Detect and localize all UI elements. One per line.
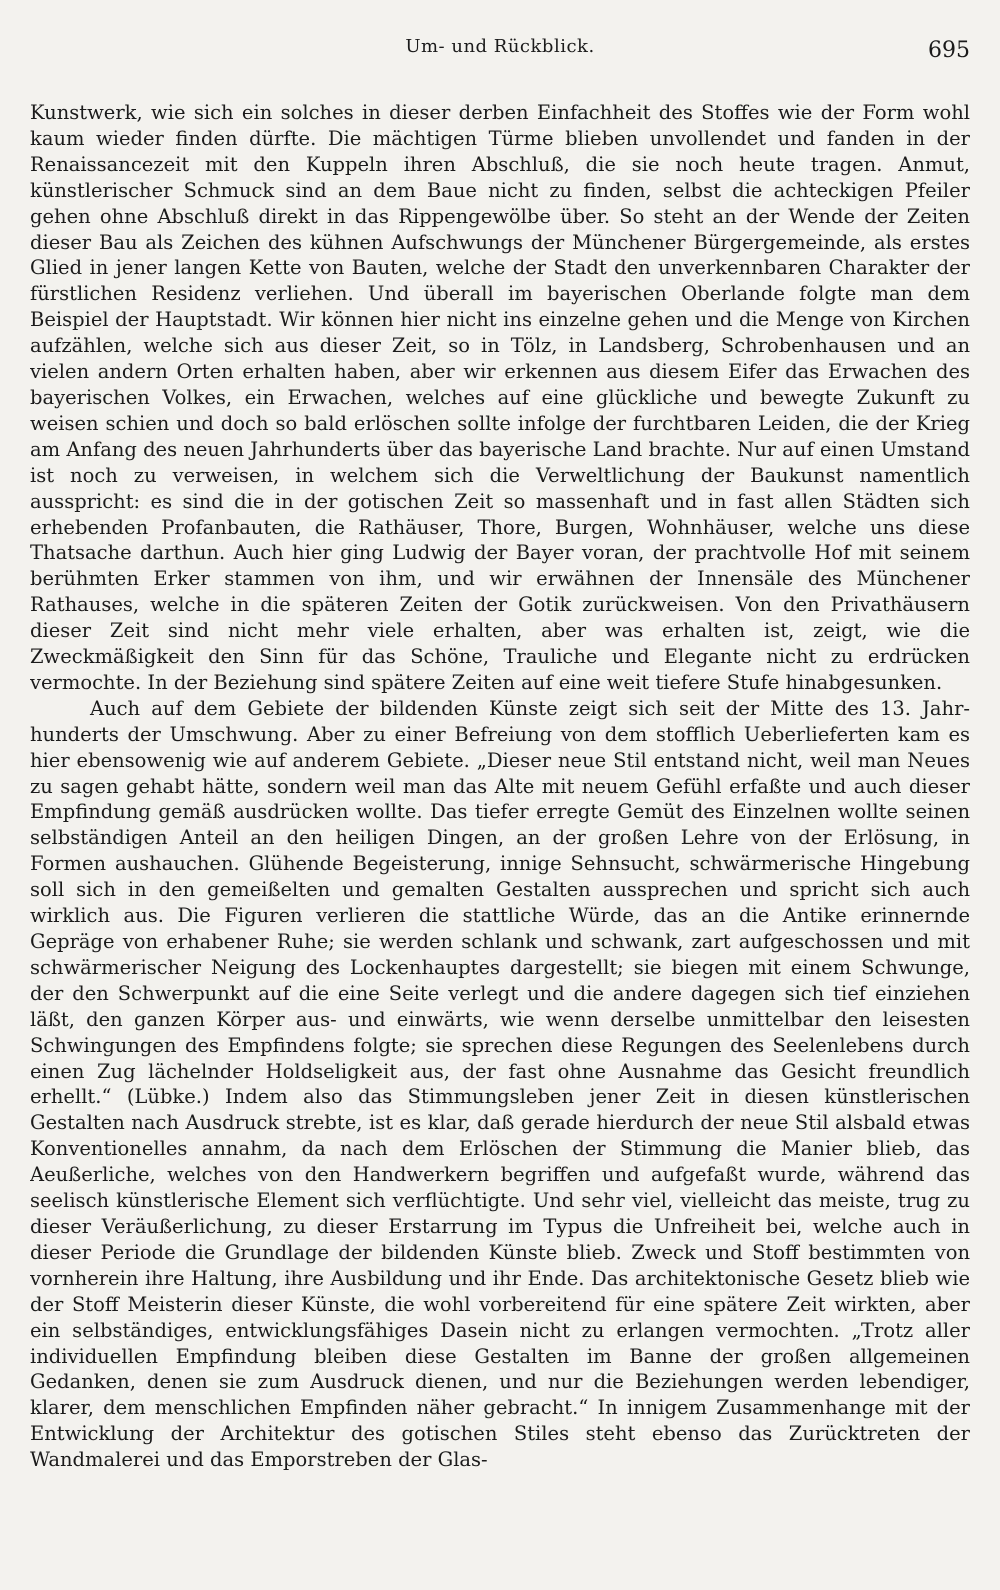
running-title: Um- und Rückblick. <box>405 36 595 57</box>
paragraph: Auch auf dem Gebiete der bildenden Künste zeigt sich seit der Mitte des 13. Jahrhunderts der Umschwung. Aber zu einer Befreiung von dem stofflich Ueberlieferten kam es hier ebensowenig wie auf anderem Gebiete. „Dieser neue Stil entstand nicht, weil man Neues zu sagen gehabt hätte, sondern weil man das Alte mit neuem Gefühl erfaßte und auch dieser Empfindung gemäß ausdrücken wollte. Das tiefer erregte Gemüt des Einzelnen wollte seinen selbständigen Anteil an den heiligen Dingen, an der großen Lehre von der Erlösung, in Formen aushauchen. Glühende Begeisterung, innige Sehnsucht, schwärmerische Hingebung soll sich in den gemeißelten und gemalten Gestalten aussprechen und spricht sich auch wirklich aus. Die Figuren verlieren die stattliche Würde, das an die Antike erinnernde Gepräge von erhabener Ruhe; sie werden schlank und schwank, zart aufgeschossen und mit schwärmerischer Neigung des Lockenhauptes dargestellt; sie biegen mit einem Schwunge, der den Schwerpunkt auf die eine Seite verlegt und die andere dagegen sich tief einziehen läßt, den ganzen Körper aus- und einwärts, wie wenn derselbe unmittelbar den leisesten Schwingungen des Empfindens folgte; sie sprechen diese Regungen des Seelenlebens durch einen Zug lächelnder Holdseligkeit aus, der fast ohne Ausnahme das Gesicht freundlich erhellt.“ (Lübke.) Indem also das Stimmungsleben jener Zeit in diesen künstlerischen Gestalten nach Ausdruck strebte, ist es klar, daß gerade hierdurch der neue Stil alsbald etwas Konventionelles annahm, da nach dem Erlöschen der Stimmung die Manier blieb, das Aeußerliche, welches von den Handwerkern begriffen und aufgefaßt wurde, während das seelisch künstlerische Element sich verflüchtigte. Und sehr viel, vielleicht das meiste, trug zu dieser Veräußerlichung, zu dieser Erstarrung im Typus die Unfreiheit bei, welche auch in dieser Periode die Grundlage der bildenden Künste blieb. Zweck und Stoff bestimmten von vornherein ihre Haltung, ihre Ausbildung und ihr Ende. Das architektonische Gesetz blieb wie der Stoff Meisterin dieser Künste, die wohl vorbereitend für eine spätere Zeit wirkten, aber ein selbständiges, entwicklungsfähiges Dasein nicht zu erlangen vermochten. „Trotz aller individuellen Empfindung bleiben diese Gestalten im Banne der großen allgemeinen Gedanken, denen sie zum Ausdruck dienen, und nur die Beziehungen werden lebendiger, klarer, dem menschlichen Empfinden näher gebracht.“ In innigem Zusammenhange mit der Entwicklung der Architektur des gotischen Stiles steht ebenso das Zurücktreten der Wandmalerei und das Emporstreben der Glas- <box>30 696 970 1472</box>
paragraph-continued: Kunstwerk, wie sich ein solches in dieser derben Einfachheit des Stoffes wie der Form wohl kaum wieder finden dürfte. Die mächtigen Türme blieben unvollendet und fanden in der Renaissancezeit mit den Kuppeln ihren Abschluß, die sie noch heute tragen. Anmut, künstlerischer Schmuck sind an dem Baue nicht zu finden, selbst die achteckigen Pfeiler gehen ohne Abschluß direkt in das Rippengewölbe über. So steht an der Wende der Zeiten dieser Bau als Zeichen des kühnen Aufschwungs der Münchener Bürgergemeinde, als erstes Glied in jener langen Kette von Bauten, welche der Stadt den unverkennbaren Charakter der fürstlichen Residenz verliehen. Und überall im bayerischen Oberlande folgte man dem Beispiel der Hauptstadt. Wir können hier nicht ins einzelne gehen und die Menge von Kirchen aufzählen, welche sich aus dieser Zeit, so in Tölz, in Landsberg, Schrobenhausen und an vielen andern Orten erhalten haben, aber wir erkennen aus diesem Eifer das Erwachen des bayerischen Volkes, ein Erwachen, welches auf eine glückliche und bewegte Zukunft zu weisen schien und doch so bald erlöschen sollte infolge der furchtbaren Leiden, die der Krieg am Anfang des neuen Jahrhunderts über das bayerische Land brachte. Nur auf einen Umstand ist noch zu verweisen, in welchem sich die Verweltlichung der Baukunst namentlich ausspricht: es sind die in der gotischen Zeit so massenhaft und in fast allen Städten sich erhebenden Profanbauten, die Rathäuser, Thore, Burgen, Wohnhäuser, welche uns diese Thatsache darthun. Auch hier ging Ludwig der Bayer voran, der prachtvolle Hof mit seinem berühmten Erker stammen von ihm, und wir erwähnen der Innensäle des Münchener Rathauses, welche in die späteren Zeiten der Gotik zurückweisen. Von den Privathäusern dieser Zeit sind nicht mehr viele erhalten, aber was erhalten ist, zeigt, wie die Zweckmäßigkeit den Sinn für das Schöne, Trauliche und Elegante nicht zu erdrücken vermochte. In der Beziehung sind spätere Zeiten auf eine weit tiefere Stufe hinabgesunken. <box>30 101 970 694</box>
body-text <box>30 100 970 1473</box>
running-header <box>30 22 970 66</box>
book-page <box>30 22 970 1572</box>
page-number: 695 <box>928 38 970 63</box>
